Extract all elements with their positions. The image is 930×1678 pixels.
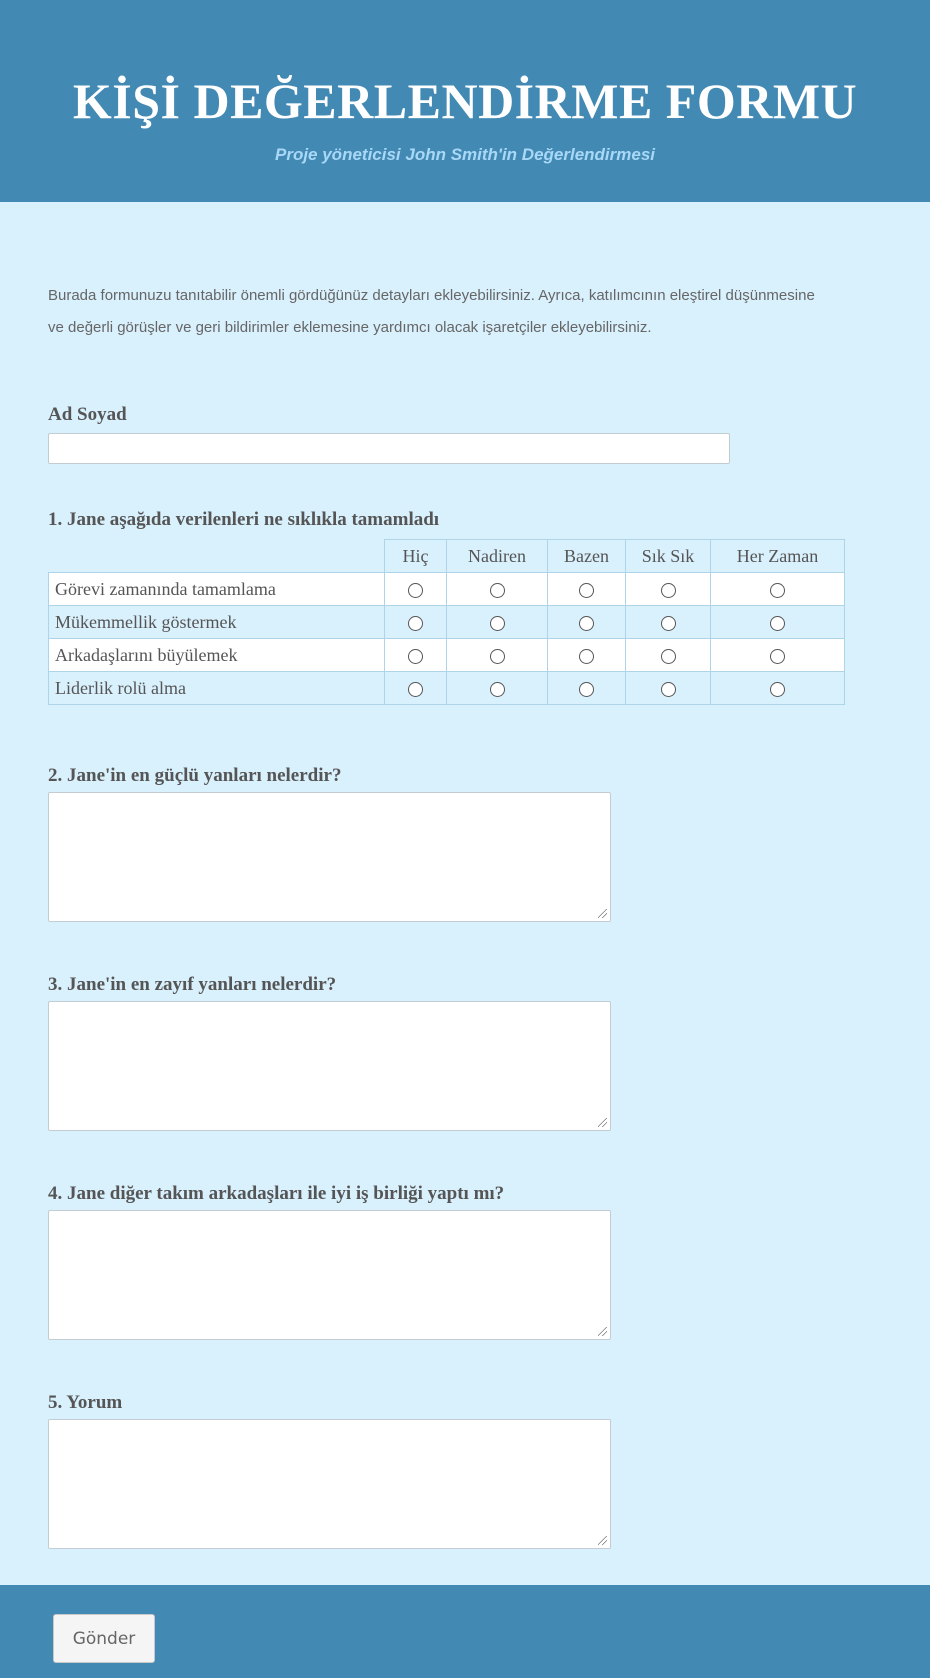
radio-button[interactable] xyxy=(579,649,594,664)
form-subtitle: Proje yöneticisi John Smith'in Değerlendirmesi xyxy=(274,145,656,164)
strengths-textarea[interactable] xyxy=(48,792,611,922)
matrix-cell xyxy=(548,639,626,672)
radio-button[interactable] xyxy=(661,682,676,697)
matrix-cell xyxy=(385,606,447,639)
radio-button[interactable] xyxy=(770,649,785,664)
matrix-column-header: Bazen xyxy=(548,540,626,573)
name-label: Ad Soyad xyxy=(48,404,127,425)
matrix-cell xyxy=(548,672,626,705)
matrix-cell xyxy=(385,639,447,672)
matrix-cell xyxy=(626,672,711,705)
matrix-column-header: Sık Sık xyxy=(626,540,711,573)
matrix-cell xyxy=(711,639,845,672)
radio-button[interactable] xyxy=(661,583,676,598)
matrix-cell xyxy=(548,606,626,639)
matrix-cell xyxy=(385,573,447,606)
radio-button[interactable] xyxy=(579,583,594,598)
matrix-row-label: Liderlik rolü alma xyxy=(49,672,385,705)
matrix-cell xyxy=(711,573,845,606)
submit-button[interactable]: Gönder xyxy=(53,1614,155,1663)
matrix-column-header: Hiç xyxy=(385,540,447,573)
matrix-cell xyxy=(548,573,626,606)
comment-textarea[interactable] xyxy=(48,1419,611,1549)
resize-grip-icon[interactable] xyxy=(598,1536,607,1545)
frequency-matrix xyxy=(48,539,845,705)
q2-label: 2. Jane'in en güçlü yanları nelerdir? xyxy=(48,765,342,786)
matrix-cell xyxy=(626,573,711,606)
radio-button[interactable] xyxy=(661,649,676,664)
matrix-row-label: Arkadaşlarını büyülemek xyxy=(49,639,385,672)
radio-button[interactable] xyxy=(490,583,505,598)
radio-button[interactable] xyxy=(408,649,423,664)
resize-grip-icon[interactable] xyxy=(598,909,607,918)
matrix-row xyxy=(49,672,845,705)
radio-button[interactable] xyxy=(579,616,594,631)
radio-button[interactable] xyxy=(661,616,676,631)
radio-button[interactable] xyxy=(490,649,505,664)
form-intro xyxy=(48,280,888,344)
form-header xyxy=(0,0,930,202)
matrix-cell xyxy=(385,672,447,705)
matrix-corner xyxy=(49,540,385,573)
weaknesses-textarea[interactable] xyxy=(48,1001,611,1131)
matrix-row xyxy=(49,573,845,606)
matrix-row xyxy=(49,606,845,639)
radio-button[interactable] xyxy=(408,616,423,631)
form-footer xyxy=(0,1585,930,1678)
radio-button[interactable] xyxy=(490,616,505,631)
matrix-cell xyxy=(711,606,845,639)
radio-button[interactable] xyxy=(770,616,785,631)
radio-button[interactable] xyxy=(770,682,785,697)
matrix-cell xyxy=(626,639,711,672)
radio-button[interactable] xyxy=(408,583,423,598)
q1-label: 1. Jane aşağıda verilenleri ne sıklıkla tamamladı xyxy=(48,509,440,530)
matrix-column-header: Nadiren xyxy=(447,540,548,573)
form-title: KİŞİ DEĞERLENDİRME FORMU xyxy=(72,73,858,129)
matrix-row xyxy=(49,639,845,672)
radio-button[interactable] xyxy=(408,682,423,697)
matrix-cell xyxy=(447,606,548,639)
matrix-cell xyxy=(711,672,845,705)
radio-button[interactable] xyxy=(770,583,785,598)
q3-label: 3. Jane'in en zayıf yanları nelerdir? xyxy=(48,974,337,995)
name-input[interactable] xyxy=(48,433,730,464)
matrix-cell xyxy=(447,573,548,606)
resize-grip-icon[interactable] xyxy=(598,1118,607,1127)
matrix-row-label: Mükemmellik göstermek xyxy=(49,606,385,639)
teamwork-textarea[interactable] xyxy=(48,1210,611,1340)
matrix-column-header: Her Zaman xyxy=(711,540,845,573)
intro-line-1: Burada formunuzu tanıtabilir önemli gördüğünüz detayları ekleyebilirsiniz. Ayrıca, katılımcının eleştirel düşünmesine xyxy=(48,287,815,304)
matrix-cell xyxy=(447,672,548,705)
matrix-cell xyxy=(626,606,711,639)
q5-label: 5. Yorum xyxy=(48,1392,123,1413)
matrix-cell xyxy=(447,639,548,672)
radio-button[interactable] xyxy=(579,682,594,697)
q4-label: 4. Jane diğer takım arkadaşları ile iyi iş birliği yaptı mı? xyxy=(48,1183,505,1204)
radio-button[interactable] xyxy=(490,682,505,697)
intro-line-2: ve değerli görüşler ve geri bildirimler eklemesine yardımcı olacak işaretçiler ekleyebilirsiniz. xyxy=(48,319,652,336)
resize-grip-icon[interactable] xyxy=(598,1327,607,1336)
matrix-row-label: Görevi zamanında tamamlama xyxy=(49,573,385,606)
